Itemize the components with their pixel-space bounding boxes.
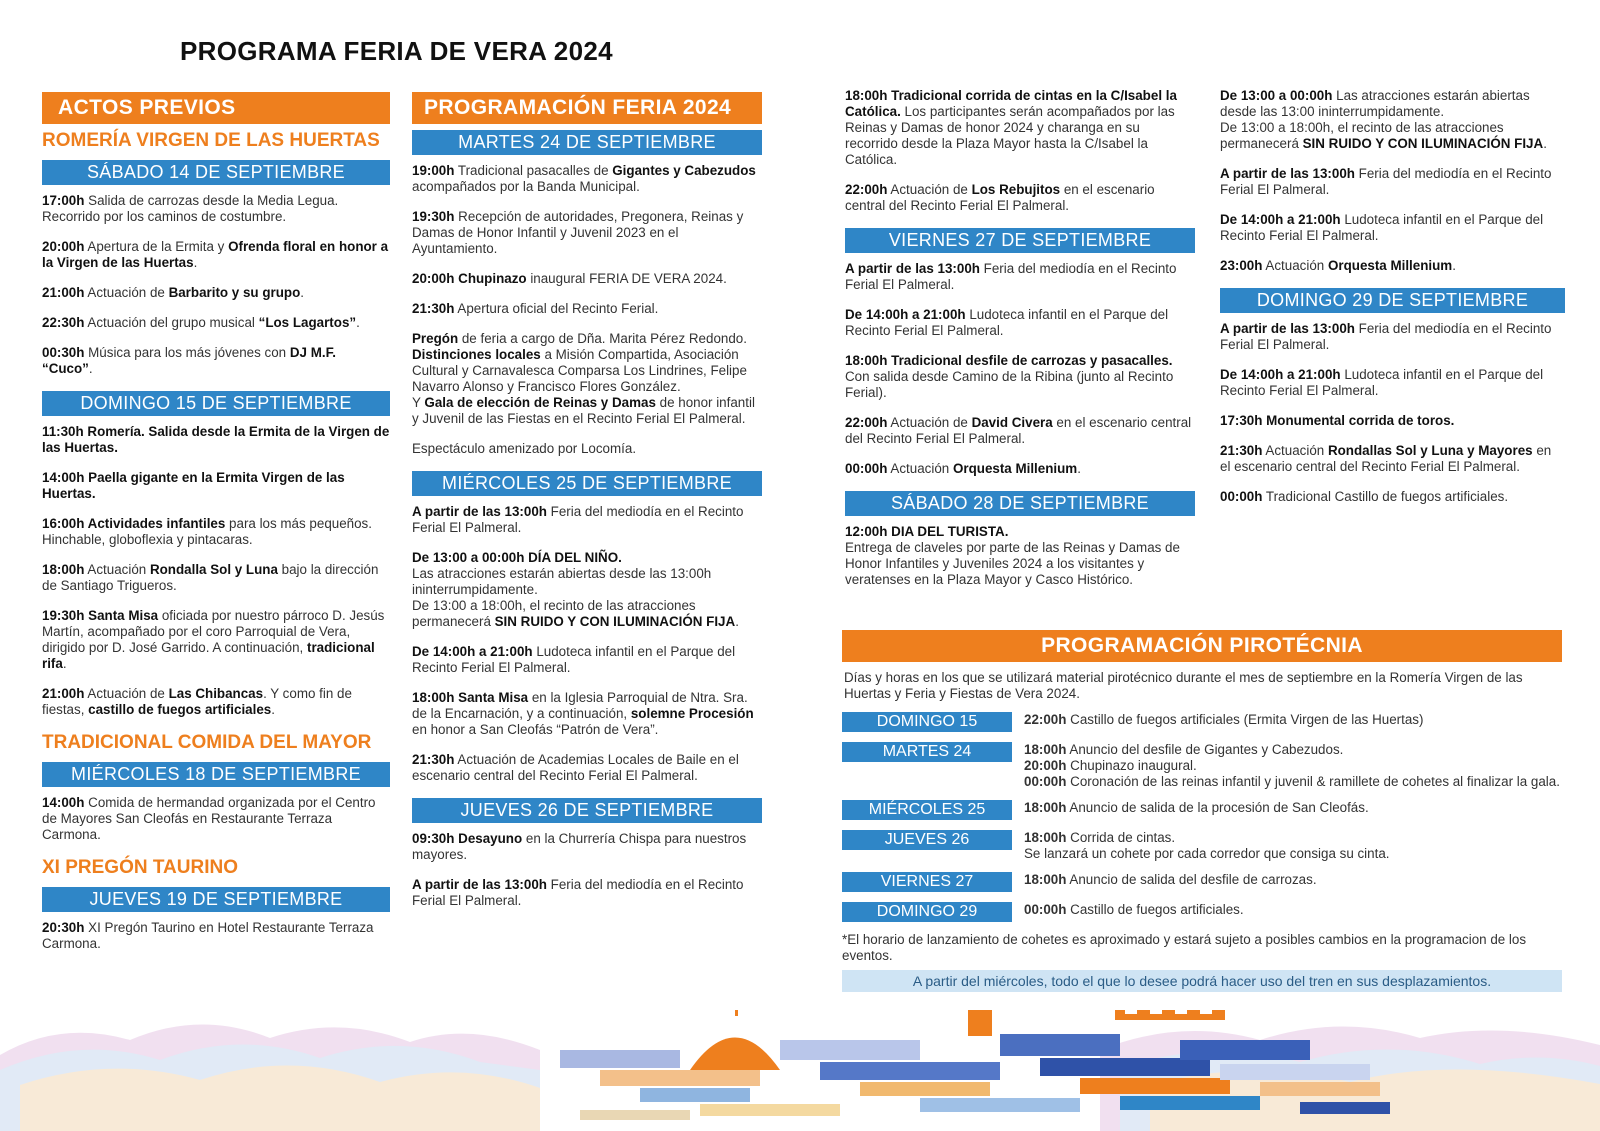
schedule-entry: 16:00h Actividades infantiles para los más pequeños. Hinchable, globoflexia y pintacaras.	[42, 516, 372, 547]
entries-sabado-28-cont	[1220, 166, 1565, 274]
entries-jueves-26-cont	[845, 88, 1195, 214]
schedule-entry: 19:30h Recepción de autoridades, Pregonera, Reinas y Damas de Honor Infantil y Juvenil 2023 en el Ayuntamiento.	[412, 209, 744, 256]
day-bar-miercoles-25: MIÉRCOLES 25 DE SEPTIEMBRE	[412, 471, 762, 496]
entries-domingo-29	[1220, 321, 1565, 505]
dia-del-turista: 12:00h DIA DEL TURISTA. Entrega de claveles por parte de las Reinas y Damas de Honor Infantiles y Juveniles 2024 a los visitantes y veratenses en la Plaza Mayor y Casco Histórico.	[845, 524, 1180, 587]
entries-martes-24	[412, 163, 762, 317]
pirotecnia-day-events: 00:00h Castillo de fuegos artificiales.	[1024, 902, 1244, 917]
pirotecnia-day-label: MARTES 24	[842, 742, 1012, 762]
column-programacion-feria	[412, 92, 762, 923]
schedule-entry: De 14:00h a 21:00h Ludoteca infantil en el Parque del Recinto Ferial El Palmeral.	[412, 644, 736, 675]
pirotecnia-day-label: DOMINGO 29	[842, 902, 1012, 922]
entries-miercoles-18	[42, 795, 390, 843]
schedule-entry: 20:00h Chupinazo inaugural FERIA DE VERA 2024.	[412, 271, 727, 286]
pirotecnia-row	[842, 712, 1562, 732]
tren-banner: A partir del miércoles, todo el que lo desee podrá hacer uso del tren en sus desplazamientos.	[842, 970, 1562, 992]
schedule-entry: 22:00h Actuación de David Civera en el escenario central del Recinto Ferial El Palmeral.	[845, 415, 1192, 446]
pirotecnia-day-label: MIÉRCOLES 25	[842, 800, 1012, 820]
schedule-entry: A partir de las 13:00h Feria del mediodía en el Recinto Ferial El Palmeral.	[412, 877, 744, 908]
day-bar-viernes-27: VIERNES 27 DE SEPTIEMBRE	[845, 228, 1195, 253]
entries-domingo-15	[42, 424, 390, 718]
schedule-entry: 22:00h Actuación de Los Rebujitos en el escenario central del Recinto Ferial El Palmeral.	[845, 182, 1155, 213]
schedule-entry: A partir de las 13:00h Feria del mediodía en el Recinto Ferial El Palmeral.	[845, 261, 1177, 292]
pirotecnia-rows	[842, 712, 1562, 922]
day-bar-domingo-15: DOMINGO 15 DE SEPTIEMBRE	[42, 391, 390, 416]
day-bar-jueves-26: JUEVES 26 DE SEPTIEMBRE	[412, 798, 762, 823]
schedule-entry: 18:00h Tradicional corrida de cintas en la C/Isabel la Católica. Los participantes serán acompañados por las Reinas y Damas de honor 2024 y charanga en su recorrido desde la Plaza Mayor hasta la C/Isabel la Católica.	[845, 88, 1177, 167]
entries-sabado-14	[42, 193, 390, 377]
schedule-entry: 21:00h Actuación de Las Chibancas. Y como fin de fiestas, castillo de fuegos artificiales.	[42, 686, 352, 717]
pirotecnia-row	[842, 742, 1562, 790]
pirotecnia-day-label: JUEVES 26	[842, 830, 1012, 850]
schedule-entry: 17:00h Salida de carrozas desde la Media Legua. Recorrido por los caminos de costumbre.	[42, 193, 339, 224]
schedule-entry: A partir de las 13:00h Feria del mediodía en el Recinto Ferial El Palmeral.	[1220, 166, 1552, 197]
pirotecnia-row	[842, 872, 1562, 892]
pirotecnia-day-events: 18:00h Anuncio de salida del desfile de carrozas.	[1024, 872, 1317, 887]
entries-miercoles-25-more	[412, 644, 762, 784]
pirotecnia-day-events: 18:00h Corrida de cintas. Se lanzará un cohete por cada corredor que consiga su cinta.	[1024, 830, 1390, 861]
schedule-entry: A partir de las 13:00h Feria del mediodía en el Recinto Ferial El Palmeral.	[1220, 321, 1552, 352]
schedule-entry: De 14:00h a 21:00h Ludoteca infantil en el Parque del Recinto Ferial El Palmeral.	[845, 307, 1169, 338]
pirotecnia-row	[842, 902, 1562, 922]
schedule-entry: 14:00h Comida de hermandad organizada por el Centro de Mayores San Cleofás en Restaurante Terraza Carmona.	[42, 795, 376, 842]
column-actos-previos	[42, 92, 390, 966]
entries-jueves-19	[42, 920, 390, 952]
schedule-entry: 20:30h XI Pregón Taurino en Hotel Restaurante Terraza Carmona.	[42, 920, 374, 951]
schedule-entry: 14:00h Paella gigante en la Ermita Virgen de las Huertas.	[42, 470, 345, 501]
schedule-entry: 09:30h Desayuno en la Churrería Chispa para nuestros mayores.	[412, 831, 747, 862]
pregon-taurino-subtitle: XI PREGÓN TAURINO	[42, 857, 238, 878]
schedule-entry: 00:00h Actuación Orquesta Millenium.	[845, 461, 1081, 476]
column-four	[1220, 88, 1565, 519]
schedule-entry: 21:30h Apertura oficial del Recinto Ferial.	[412, 301, 659, 316]
programacion-feria-header: PROGRAMACIÓN FERIA 2024	[412, 92, 762, 124]
schedule-entry: 23:00h Actuación Orquesta Millenium.	[1220, 258, 1456, 273]
pirotecnia-section	[842, 630, 1562, 992]
day-bar-jueves-19: JUEVES 19 DE SEPTIEMBRE	[42, 887, 390, 912]
day-bar-sabado-28: SÁBADO 28 DE SEPTIEMBRE	[845, 491, 1195, 516]
comida-mayor-subtitle: TRADICIONAL COMIDA DEL MAYOR	[42, 732, 372, 753]
actos-previos-header: ACTOS PREVIOS	[42, 92, 390, 124]
schedule-entry: A partir de las 13:00h Feria del mediodía en el Recinto Ferial El Palmeral.	[412, 504, 744, 535]
entries-jueves-26	[412, 831, 762, 909]
schedule-entry: 17:30h Monumental corrida de toros.	[1220, 413, 1455, 428]
pirotecnia-header: PROGRAMACIÓN PIROTÉCNIA	[842, 630, 1562, 662]
schedule-entry: De 14:00h a 21:00h Ludoteca infantil en el Parque del Recinto Ferial El Palmeral.	[1220, 212, 1544, 243]
day-bar-martes-24: MARTES 24 DE SEPTIEMBRE	[412, 130, 762, 155]
pirotecnia-day-label: DOMINGO 15	[842, 712, 1012, 732]
schedule-entry: 21:30h Actuación Rondallas Sol y Luna y Mayores en el escenario central del Recinto Ferial El Palmeral.	[1220, 443, 1552, 474]
entries-miercoles-25	[412, 504, 762, 536]
page-title: PROGRAMA FERIA DE VERA 2024	[180, 36, 613, 66]
pirotecnia-note: *El horario de lanzamiento de cohetes es aproximado y estará sujeto a posibles cambios en la programacion de los eventos.	[842, 932, 1527, 963]
schedule-entry: 00:30h Música para los más jóvenes con DJ M.F. “Cuco”.	[42, 345, 336, 376]
entries-viernes-27	[845, 261, 1195, 477]
pirotecnia-day-events: 18:00h Anuncio de salida de la procesión de San Cleofás.	[1024, 800, 1369, 815]
schedule-entry: De 14:00h a 21:00h Ludoteca infantil en el Parque del Recinto Ferial El Palmeral.	[1220, 367, 1544, 398]
day-bar-sabado-14: SÁBADO 14 DE SEPTIEMBRE	[42, 160, 390, 185]
schedule-entry: 21:00h Actuación de Barbarito y su grupo.	[42, 285, 304, 300]
schedule-entry: 20:00h Apertura de la Ermita y Ofrenda floral en honor a la Virgen de las Huertas.	[42, 239, 389, 270]
schedule-entry: 18:00h Santa Misa en la Iglesia Parroquial de Ntra. Sra. de la Encarnación, y a continuación, solemne Procesión en honor a San Cleofás “Patrón de Vera”.	[412, 690, 754, 737]
schedule-entry: 18:00h Actuación Rondalla Sol y Luna bajo la dirección de Santiago Trigueros.	[42, 562, 379, 593]
espectaculo-text: Espectáculo amenizado por Locomía.	[412, 441, 637, 456]
dia-del-nino-block: De 13:00 a 00:00h DÍA DEL NIÑO. Las atracciones estarán abiertas desde las 13:00h ininterrumpidamente. De 13:00 a 18:00h, el recinto de las atracciones permanecerá SIN RUIDO Y CON ILUMINACIÓN FIJA.	[412, 550, 739, 629]
vera-skyline-illustration	[0, 1010, 1600, 1131]
schedule-entry: 21:30h Actuación de Academias Locales de Baile en el escenario central del Recinto Ferial El Palmeral.	[412, 752, 739, 783]
romeria-subtitle: ROMERÍA VIRGEN DE LAS HUERTAS	[42, 130, 380, 151]
pirotecnia-row	[842, 800, 1562, 820]
schedule-entry: 19:30h Santa Misa oficiada por nuestro párroco D. Jesús Martín, acompañado por el coro Parroquial de Vera, dirigido por D. José Garrido. A continuación, tradicional rifa.	[42, 608, 385, 671]
pirotecnia-day-events: 22:00h Castillo de fuegos artificiales (Ermita Virgen de las Huertas)	[1024, 712, 1424, 727]
schedule-entry: 00:00h Tradicional Castillo de fuegos artificiales.	[1220, 489, 1509, 504]
column-three	[845, 88, 1195, 602]
schedule-entry: 18:00h Tradicional desfile de carrozas y pasacalles. Con salida desde Camino de la Ribina (junto al Recinto Ferial).	[845, 353, 1174, 400]
schedule-entry: 19:00h Tradicional pasacalles de Gigantes y Cabezudos acompañados por la Banda Municipal.	[412, 163, 756, 194]
pregon-block: Pregón de feria a cargo de Dña. Marita Pérez Redondo. Distinciones locales a Misión Compartida, Asociación Cultural y Carnavalesca Comparsa Los Lindrines, Felipe Navarro Alonso y Francisco Flores González. Y Gala de elección de Reinas y Damas de honor infantil y Juvenil de las Fiestas en el Recinto Ferial El Palmeral.	[412, 331, 755, 426]
day-bar-miercoles-18: MIÉRCOLES 18 DE SEPTIEMBRE	[42, 762, 390, 787]
pirotecnia-intro: Días y horas en los que se utilizará material pirotécnico durante el mes de septiembre en la Romería Virgen de las Huertas y Feria y Fiestas de Vera 2024.	[844, 670, 1523, 701]
schedule-entry: 22:30h Actuación del grupo musical “Los Lagartos”.	[42, 315, 360, 330]
pirotecnia-day-label: VIERNES 27	[842, 872, 1012, 892]
pirotecnia-day-events: 18:00h Anuncio del desfile de Gigantes y Cabezudos. 20:00h Chupinazo inaugural. 00:00h Coronación de las reinas infantil y juvenil & ramillete de cohetes al finalizar la gala.	[1024, 742, 1560, 789]
day-bar-domingo-29: DOMINGO 29 DE SEPTIEMBRE	[1220, 288, 1565, 313]
atracciones-block: De 13:00 a 00:00h Las atracciones estarán abiertas desde las 13:00 ininterrumpidamente. De 13:00 a 18:00h, el recinto de las atracciones permanecerá SIN RUIDO Y CON ILUMINACIÓN FIJA.	[1220, 88, 1547, 151]
schedule-entry: 11:30h Romería. Salida desde la Ermita de la Virgen de las Huertas.	[42, 424, 390, 455]
pirotecnia-row	[842, 830, 1562, 862]
